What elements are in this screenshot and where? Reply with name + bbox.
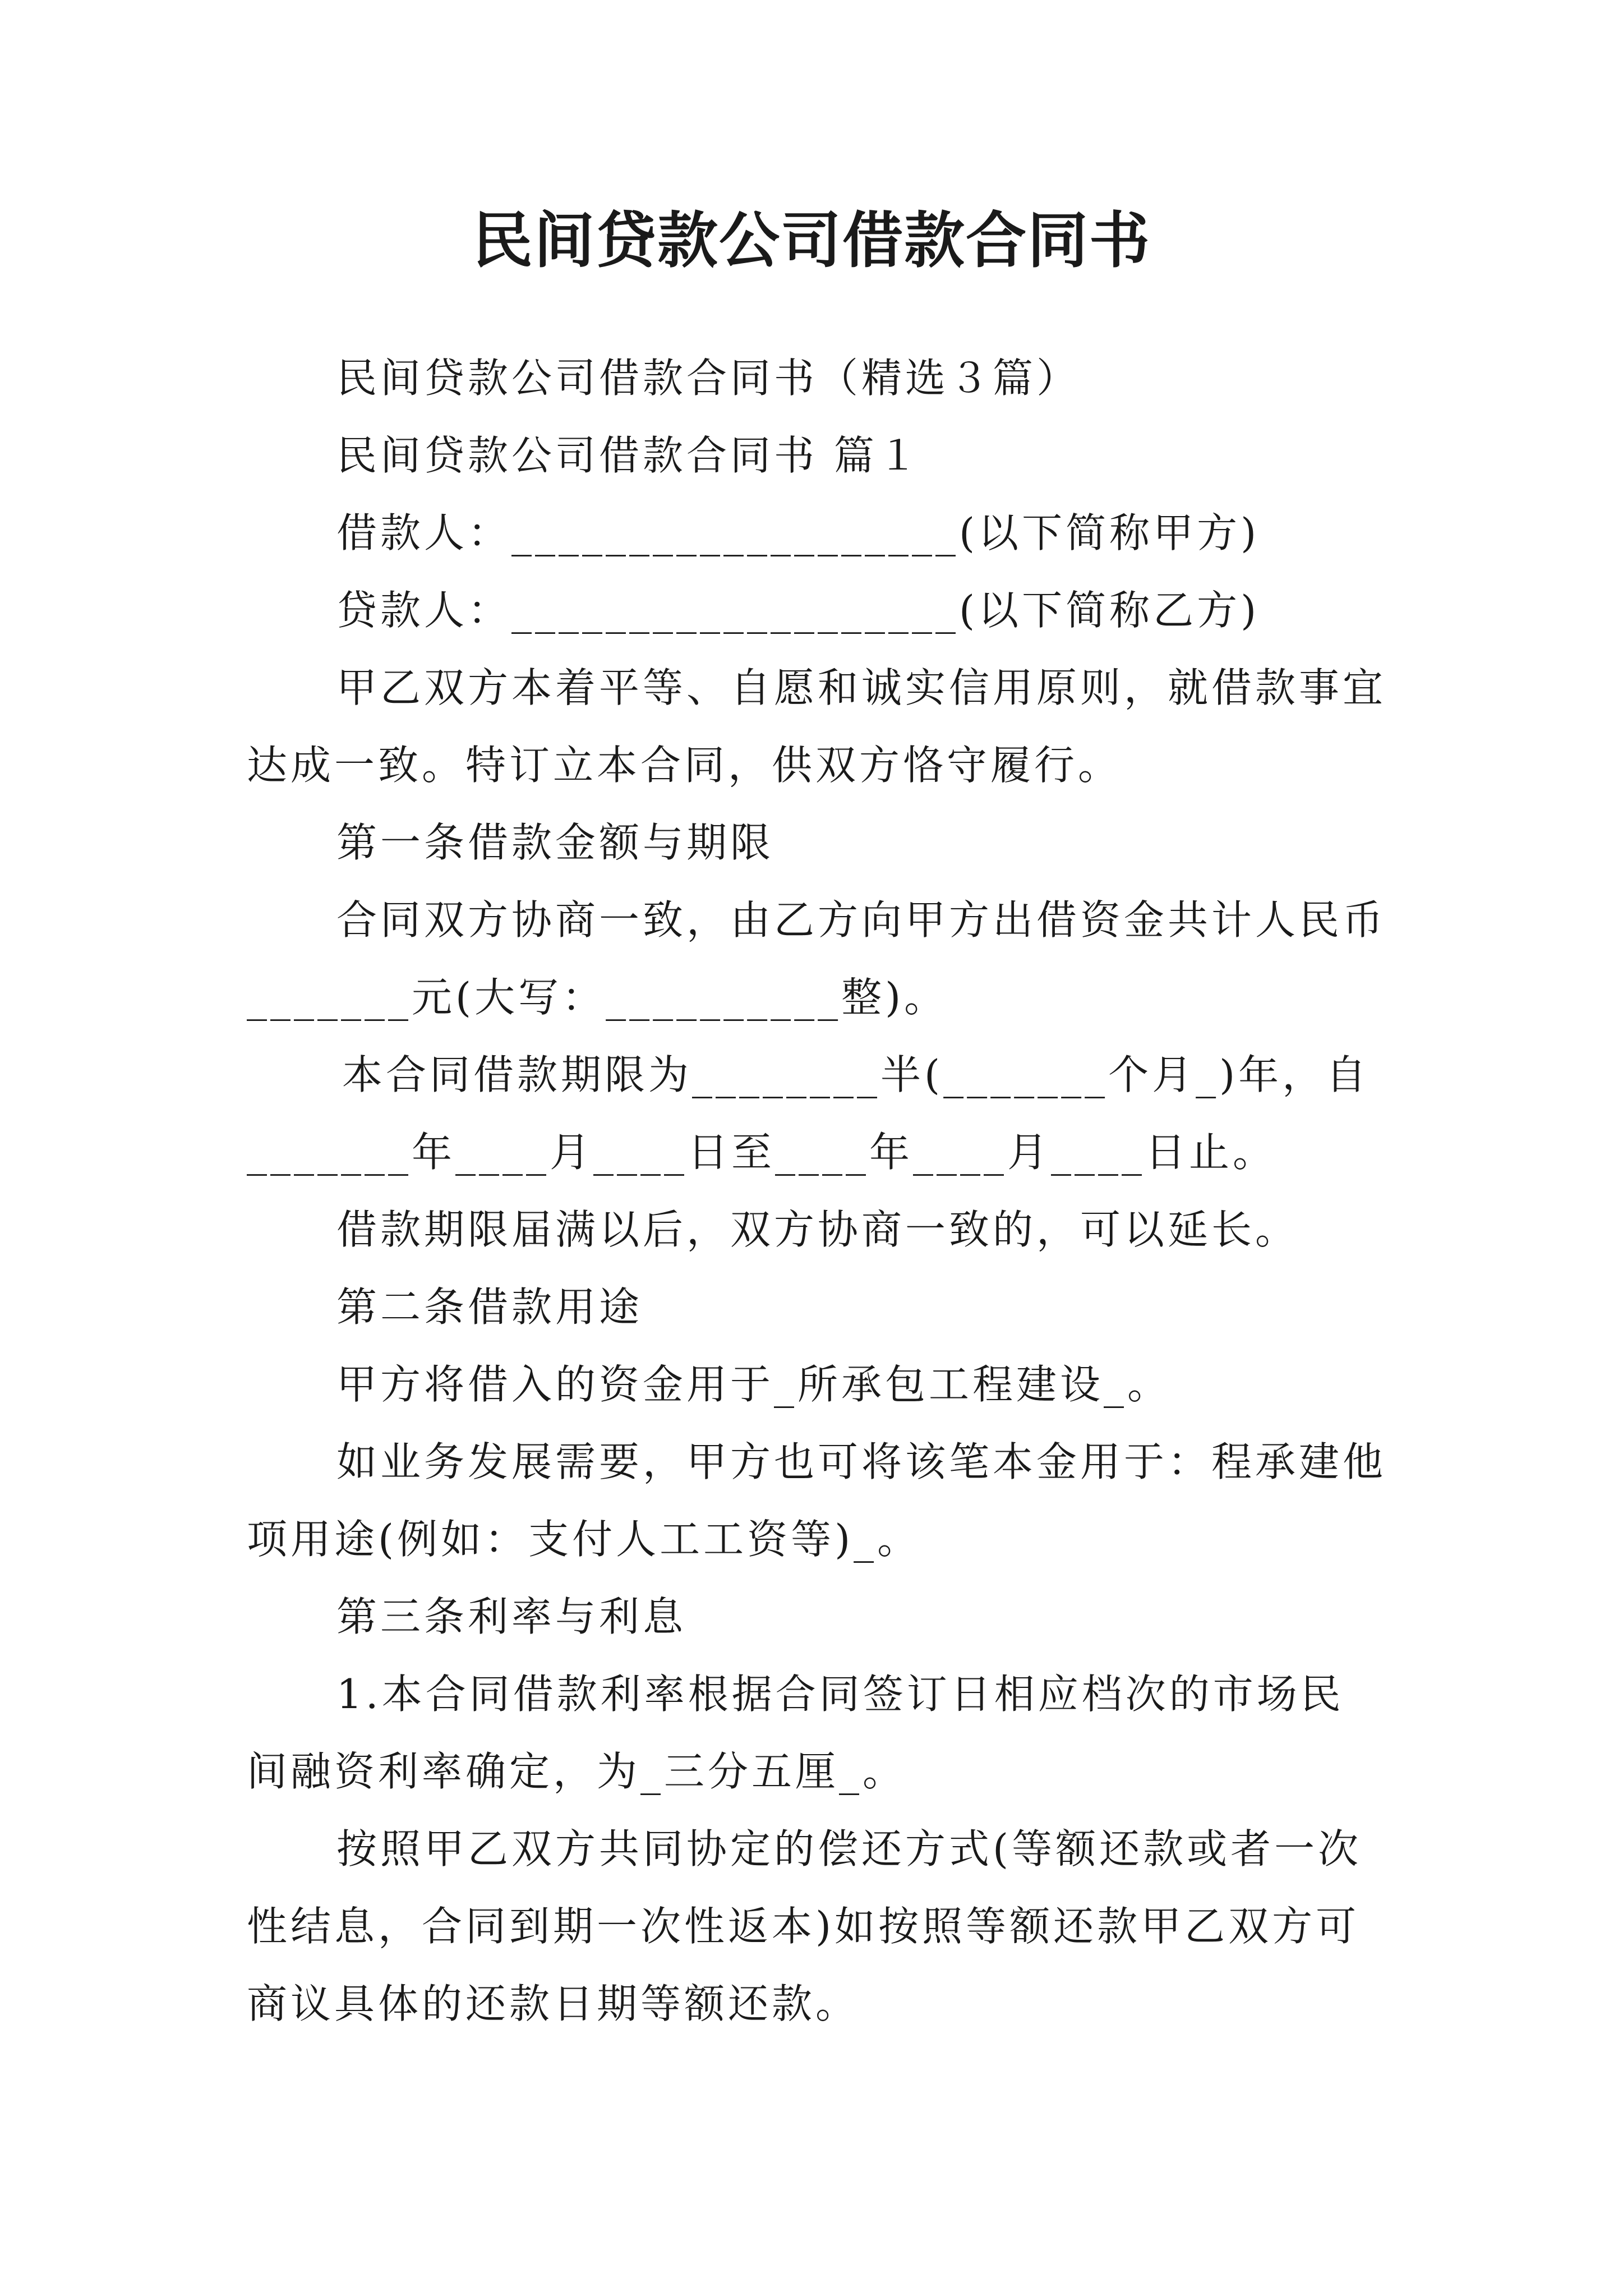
paragraph-line: 达成一致。特订立本合同，供双方恪守履行。 [247,742,1122,789]
paragraph-line: 合同双方协商一致，由乙方向甲方出借资金共计人民币 [336,896,1387,944]
section-heading: 第三条利率与利息 [336,1593,687,1640]
paragraph-line: 民间贷款公司借款合同书（精选３篇） [336,355,1081,402]
term-field-line: 本合同借款期限为________半(_______个月_)年，自 [342,1051,1370,1098]
paragraph-line: 民间贷款公司借款合同书 篇１ [336,432,921,479]
paragraph-line: 商议具体的还款日期等额还款。 [247,1980,860,2027]
paragraph-line: 甲乙双方本着平等、自愿和诚实信用原则，就借款事宜 [336,664,1387,711]
section-heading: 第二条借款用途 [336,1283,643,1331]
date-field-line: _______年____月____日至____年____月____日止。 [247,1129,1277,1176]
document-body [247,339,1391,2042]
section-heading: 第一条借款金额与期限 [336,819,774,866]
paragraph-line: 借款期限届满以后，双方协商一致的，可以延长。 [336,1206,1299,1253]
paragraph-line: 间融资利率确定，为_三分五厘_。 [247,1748,907,1795]
borrower-field-line: 借款人：___________________(以下简称甲方) [336,509,1260,556]
paragraph-line: 按照甲乙双方共同协定的偿还方式(等额还款或者一次 [336,1825,1362,1872]
paragraph-line: 如业务发展需要，甲方也可将该笔本金用于：程承建他 [336,1438,1387,1485]
paragraph-line: 甲方将借入的资金用于_所承包工程建设_。 [336,1361,1172,1408]
paragraph-line: 性结息，合同到期一次性返本)如按照等额还款甲乙双方可 [247,1903,1360,1950]
amount-field-line: _______元(大写：__________整)。 [247,974,948,1021]
paragraph-line: 项用途(例如：支付人工工资等)_。 [247,1516,921,1563]
document-title: 民间贷款公司借款合同书 [472,206,1151,276]
paragraph-line: 1.本合同借款利率根据合同签订日相应档次的市场民 [336,1671,1344,1718]
lender-field-line: 贷款人：___________________(以下简称乙方) [336,587,1260,634]
